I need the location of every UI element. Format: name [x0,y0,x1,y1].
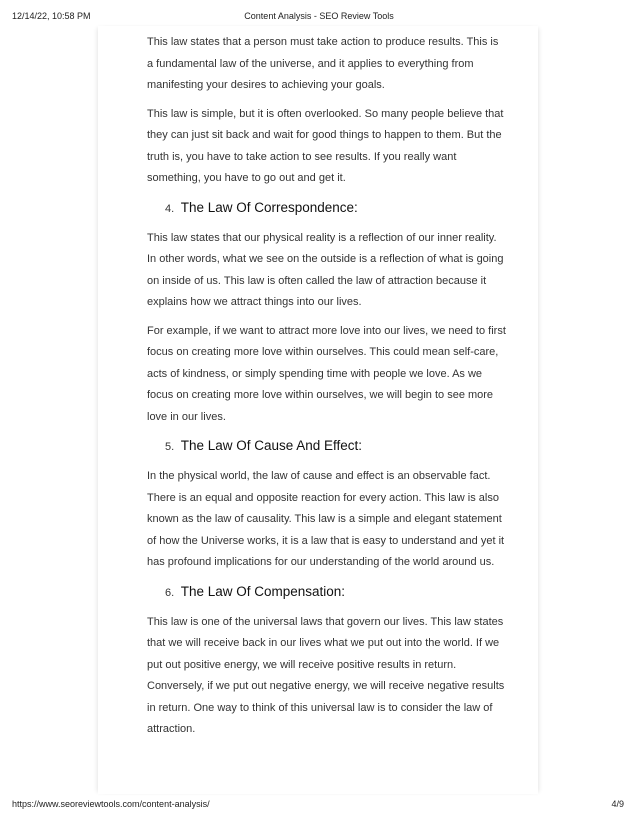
section-title: The Law Of Cause And Effect: [180,438,363,453]
paragraph: In the physical world, the law of cause and effect is an observable fact. There is an equal and opposite reaction for every action. This law is also known as the law of causality. This law is a simple and elegant statement of how the Universe works, it is a law that is easy to understand and yet it has profound implications for our understanding of the world around us. [147,470,505,568]
section-number: 5. [165,441,175,453]
section-title: The Law Of Correspondence: [180,199,358,215]
print-url: https://www.seoreviewtools.com/content-analysis/ [12,799,210,809]
paragraph: This law is one of the universal laws that govern our lives. This law states that we will receive back in our lives what we put out into the world. If we put out positive energy, we will receive positive results in return. Conversely, if we put out negative energy, we will receive negative results in return. One way to think of this universal law is to consider the law of attraction. [147,615,505,735]
section-title: The Law Of Compensation: [180,583,346,599]
section-heading-compensation [147,583,507,602]
paragraph: This law states that a person must take action to produce results. This is a fundamental law of the universe, and it applies to everything from manifesting your desires to achieving your goals. [147,36,499,91]
article-card [98,26,538,794]
print-page-number: 4/9 [611,799,624,809]
paragraph: This law states that our physical reality is a reflection of our inner reality. In other words, what we see on the outside is a reflection of what is going on inside of us. This law is often called the law of attraction because it explains how we attract things into our lives. [147,231,504,308]
print-page-title: Content Analysis - SEO Review Tools [244,11,394,21]
paragraph: For example, if we want to attract more love into our lives, we need to first focus on creating more love within ourselves. This could mean self-care, acts of kindness, or simply spending time with people we love. As we focus on creating more love within ourselves, we will begin to see more love in our lives. [147,324,506,423]
section-number: 4. [165,202,175,215]
section-heading-correspondence [147,199,507,218]
section-number: 6. [165,586,175,599]
article-body [147,32,507,748]
paragraph: This law is simple, but it is often overlooked. So many people believe that they can just sit back and wait for good things to happen to them. But the truth is, you have to take action to see results. If you really want something, you have to go out and get it. [147,107,504,184]
print-datetime: 12/14/22, 10:58 PM [12,11,91,21]
section-heading-cause-and-effect [147,437,507,456]
print-header [0,11,638,25]
print-footer [0,799,638,813]
